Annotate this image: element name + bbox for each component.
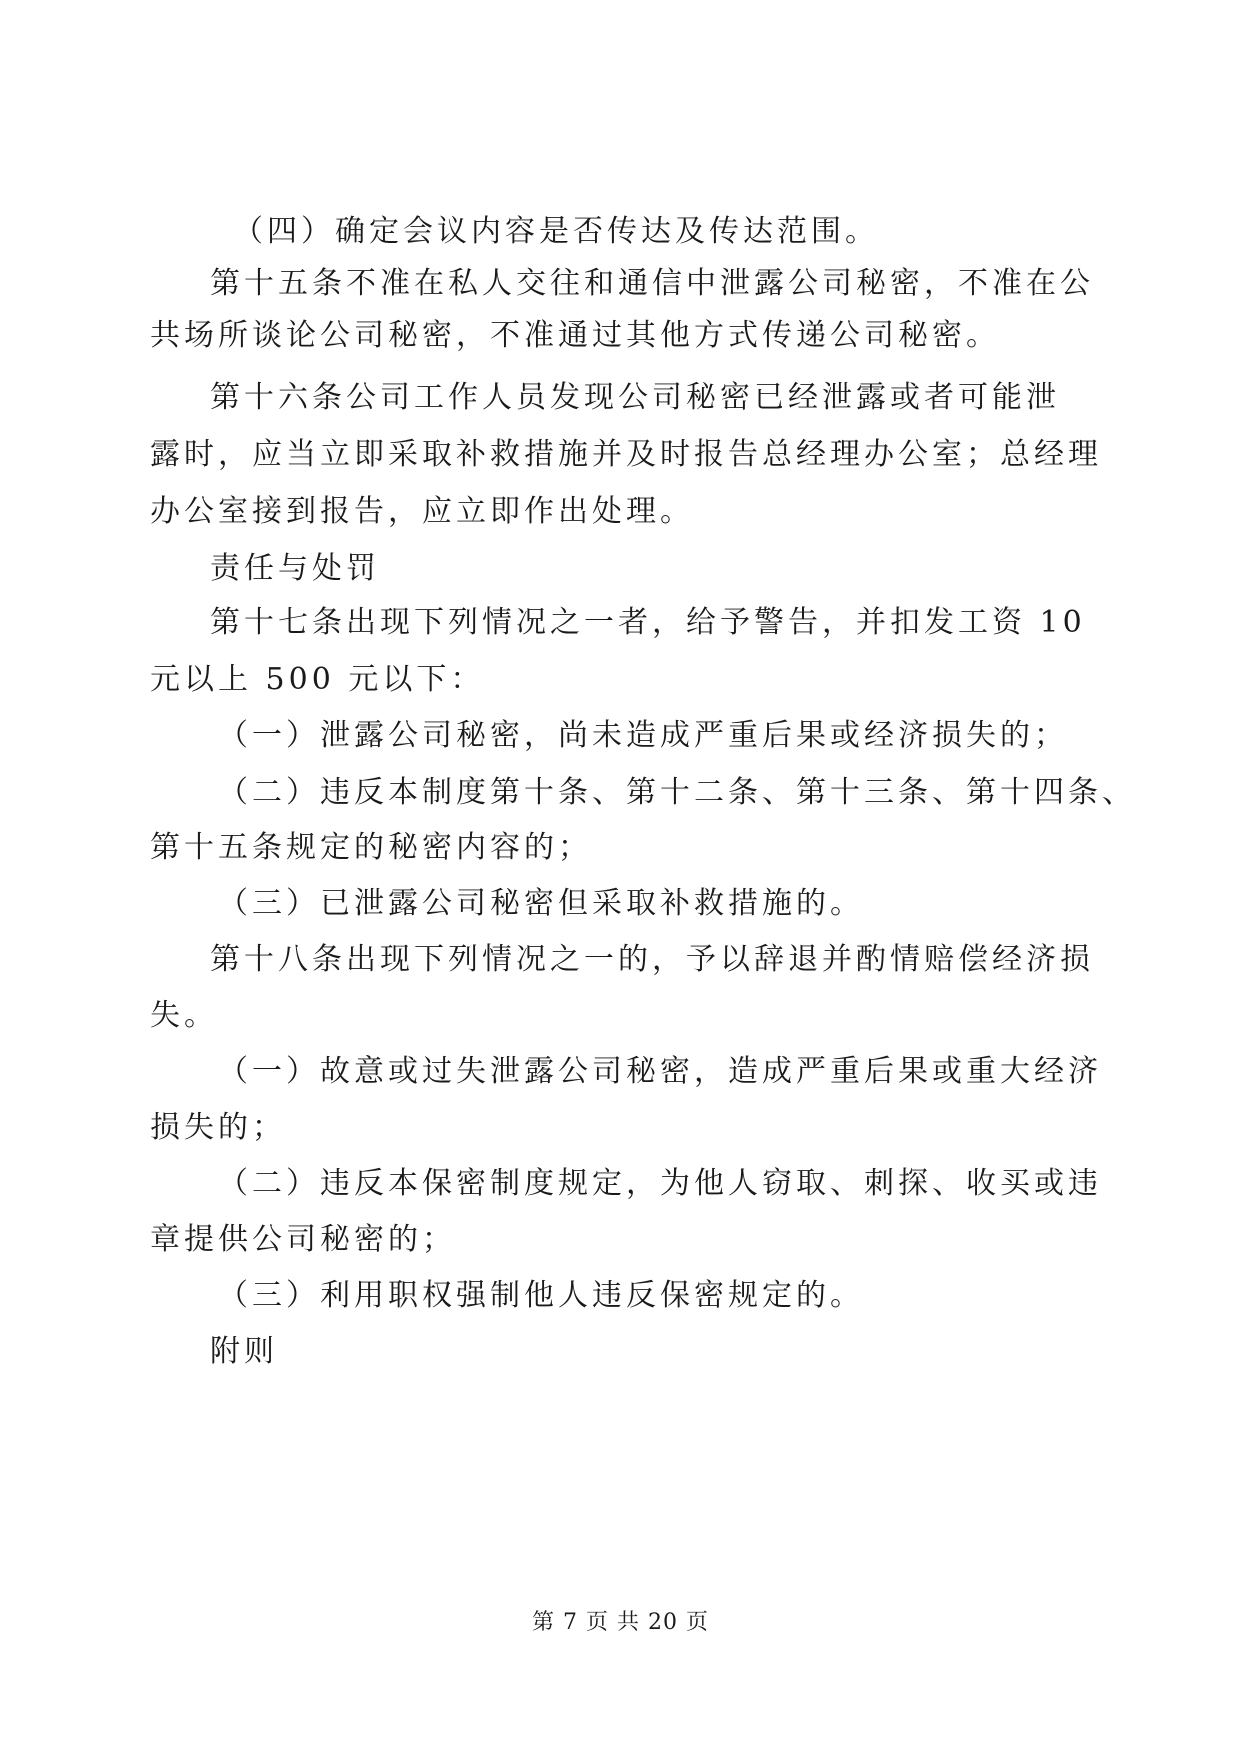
text-line: 第十五条规定的秘密内容的； xyxy=(150,830,592,865)
text-line: （一）故意或过失泄露公司秘密，造成严重后果或重大经济 xyxy=(218,1054,1102,1089)
text-line: 第十七条出现下列情况之一者，给予警告，并扣发工资 10 xyxy=(210,605,1086,640)
text-line: （一）泄露公司秘密，尚未造成严重后果或经济损失的； xyxy=(218,718,1068,753)
text-line: 章提供公司秘密的； xyxy=(150,1222,456,1257)
text-line: （二）违反本制度第十条、第十二条、第十三条、第十四条、 xyxy=(218,775,1136,810)
text-line: 损失的； xyxy=(150,1110,286,1145)
text-line: 失。 xyxy=(150,998,218,1033)
text-line: 元以上 500 元以下： xyxy=(150,662,485,697)
text-line: 办公室接到报告，应立即作出处理。 xyxy=(150,494,694,529)
text-line: 第十五条不准在私人交往和通信中泄露公司秘密，不准在公 xyxy=(210,266,1094,301)
text-line: （二）违反本保密制度规定，为他人窃取、刺探、收买或违 xyxy=(218,1166,1102,1201)
text-line: 露时，应当立即采取补救措施并及时报告总经理办公室；总经理 xyxy=(150,437,1102,472)
text-line: 第十八条出现下列情况之一的，予以辞退并酌情赔偿经济损 xyxy=(210,942,1094,977)
text-line: 共场所谈论公司秘密，不准通过其他方式传递公司秘密。 xyxy=(150,318,1000,353)
text-line: （四）确定会议内容是否传达及传达范围。 xyxy=(233,214,879,249)
text-line: 第十六条公司工作人员发现公司秘密已经泄露或者可能泄 xyxy=(210,380,1060,415)
text-line: （三）利用职权强制他人违反保密规定的。 xyxy=(218,1278,864,1313)
text-line: （三）已泄露公司秘密但采取补救措施的。 xyxy=(218,886,864,921)
section-heading: 责任与处罚 xyxy=(210,551,380,586)
page-number-footer: 第 7 页 共 20 页 xyxy=(532,1610,709,1635)
section-heading: 附则 xyxy=(210,1334,278,1369)
